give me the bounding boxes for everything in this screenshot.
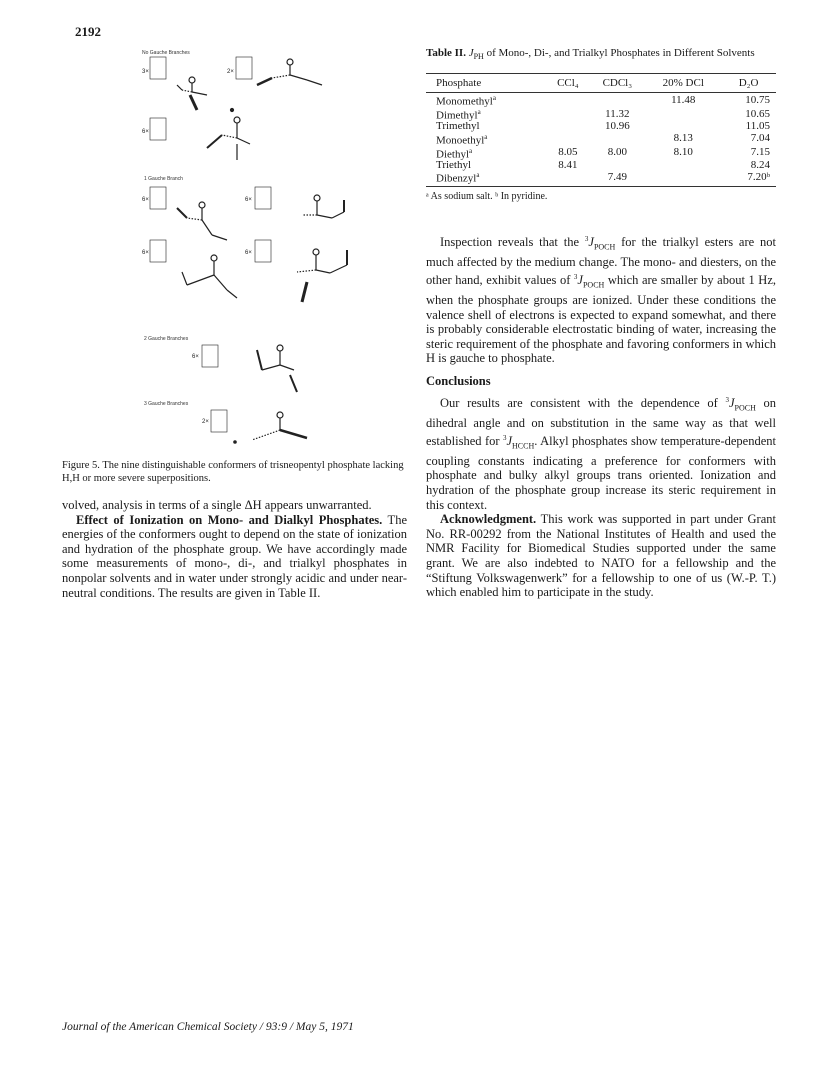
- value-cell: 11.48: [671, 93, 696, 106]
- conformer-multiplier: 6×: [245, 250, 252, 256]
- acknowledgment-text: This work was supported in part under Grant No. RR-00292 from the National Institutes of Health and used the NMR Facility for Biomedical Studies supported under the same grant. We are also indebted to NATO for a fellowship and the “Stiftung Volkswagenwerk” for a fellowship to one of us (W.-P. T.) which enabled him to participate in the study.: [426, 512, 776, 600]
- table-header: Phosphate: [426, 74, 546, 93]
- table-row: [426, 160, 776, 170]
- table-row: [426, 107, 776, 121]
- phosphate-name-cell: Triethyl: [436, 158, 472, 171]
- value-cell: [589, 132, 645, 146]
- table-header: CCl₄: [546, 74, 589, 93]
- conformer-multiplier: 3×: [142, 69, 149, 75]
- value-cell: [546, 170, 589, 187]
- right-paragraph-1: Inspection reveals that the $^3J_{POCH}$ for the trialkyl esters are not much affected by the medium change. The mono- and diesters, on the other hand, exhibit values of $^3J_{POCH}$ which are smaller by about 1 Hz, when the phosphate groups are ionized. Under these conditions the valence shell of electrons is expected to expand somewhat, and there is probably considerable electrostatic binding of water, increasing the steric requirement of the phosphate and favoring conformers in which H is gauche to phosphate.: [426, 235, 776, 366]
- value-cell: 8.05: [558, 146, 578, 159]
- phosphate-name-cell: Dibenzyl$^a$: [426, 170, 546, 187]
- value-cell: [645, 107, 721, 121]
- figure-section-label: 3 Gauche Branches: [144, 401, 189, 407]
- value-cell: 7.15: [750, 146, 770, 159]
- value-cell: 7.04: [750, 132, 770, 145]
- left-column: [62, 498, 407, 600]
- value-cell: 11.05: [745, 120, 770, 133]
- conformer-multiplier: 6×: [245, 197, 252, 203]
- figure-caption: Figure 5. The nine distinguishable conformers of trisneopentyl phosphate lacking H,H or more severe superpositions.: [62, 460, 404, 484]
- page-number: 2192: [75, 24, 101, 39]
- table-row: [426, 170, 776, 187]
- value-cell: [546, 107, 589, 121]
- figure-5-conformers: [62, 40, 407, 455]
- value-cell: 8.24: [750, 158, 770, 171]
- value-cell: 8.00: [607, 146, 627, 159]
- table-row: [426, 132, 776, 146]
- table-footnote: ᵃ As sodium salt. ᵇ In pyridine.: [426, 191, 548, 202]
- conclusions-heading: Conclusions: [426, 374, 491, 389]
- table-title: Table II. $J_{PH}$ of Mono-, Di-, and Trialkyl Phosphates in Different Solvents: [426, 47, 755, 62]
- right-column: [426, 232, 776, 600]
- value-cell: [546, 121, 589, 131]
- value-cell: 10.96: [604, 120, 630, 133]
- value-cell: 7.49: [589, 170, 645, 187]
- figure-section-label: No Gauche Branches: [142, 50, 190, 56]
- conformer-multiplier: 6×: [142, 197, 149, 203]
- value-cell: 8.10: [673, 146, 693, 159]
- phosphate-name-cell: Diethyl$^a$: [436, 146, 473, 161]
- table-row: [426, 146, 776, 160]
- right-paragraph-2: Our results are consistent with the dependence of $^3J_{POCH}$ on dihedral angle and on substitution in the same way as that well established for $^3J_{HCCH}$. Alkyl phosphates show temperature-dependent coupling constants indicating a preference for conformers with phosphate and bulky alkyl groups trans oriented. Ionization and hydration of the phosphate group increase its steric requirement in this context.: [426, 395, 776, 512]
- value-cell: [645, 121, 721, 131]
- left-paragraph-1: volved, analysis in terms of a single ΔH appears unwarranted.: [62, 498, 372, 512]
- value-cell: [589, 93, 645, 108]
- value-cell: 8.13: [673, 132, 693, 145]
- table-row: [426, 121, 776, 131]
- phosphate-name-cell: Monomethyl$^a$: [436, 94, 496, 108]
- acknowledgment-heading: Acknowledgment.: [440, 512, 537, 527]
- value-cell: [645, 160, 721, 170]
- phosphate-name-cell: Dimethyl$^a$: [436, 108, 481, 122]
- ionization-heading: Effect of Ionization on Mono- and Dialkyl Phosphates.: [76, 512, 383, 527]
- table-ii: [426, 73, 776, 187]
- value-cell: [589, 160, 645, 170]
- left-paragraph-2: The energies of the conformers ought to depend on the state of ionization and hydration of the phosphate group. We have accordingly made some measurements of mono-, di-, and trialkyl phosphates in nonpolar solvents and in water under strongly acidic and under near-neutral conditions. The results are given in Table II.: [62, 512, 407, 600]
- journal-footer: Journal of the American Chemical Society / 93:9 / May 5, 1971: [62, 1021, 354, 1033]
- phosphate-name-cell: Monoethyl$^a$: [436, 132, 488, 147]
- figure-section-label: 2 Gauche Branches: [144, 336, 189, 342]
- table-header: CDCl₃: [589, 74, 645, 93]
- phosphate-name-cell: Trimethyl: [436, 120, 480, 133]
- conformer-multiplier: 2×: [202, 419, 209, 425]
- conformer-multiplier: 6×: [142, 250, 149, 256]
- value-cell: [546, 132, 589, 146]
- conformer-multiplier: 6×: [142, 129, 149, 135]
- value-cell: [645, 170, 721, 187]
- conformer-multiplier: 6×: [192, 354, 199, 360]
- table-header: 20% DCl: [645, 74, 721, 93]
- table-header: D₂O: [721, 74, 776, 93]
- figure-section-label: 1 Gauche Branch: [144, 176, 183, 182]
- table-row: [426, 93, 776, 108]
- value-cell: 7.20ᵇ: [721, 170, 776, 187]
- value-cell: 11.32: [605, 107, 630, 120]
- conformer-multiplier: 2×: [227, 69, 234, 75]
- value-cell: 10.75: [745, 93, 770, 106]
- value-cell: 8.41: [558, 158, 578, 171]
- value-cell: [546, 93, 589, 108]
- value-cell: 10.65: [745, 107, 770, 120]
